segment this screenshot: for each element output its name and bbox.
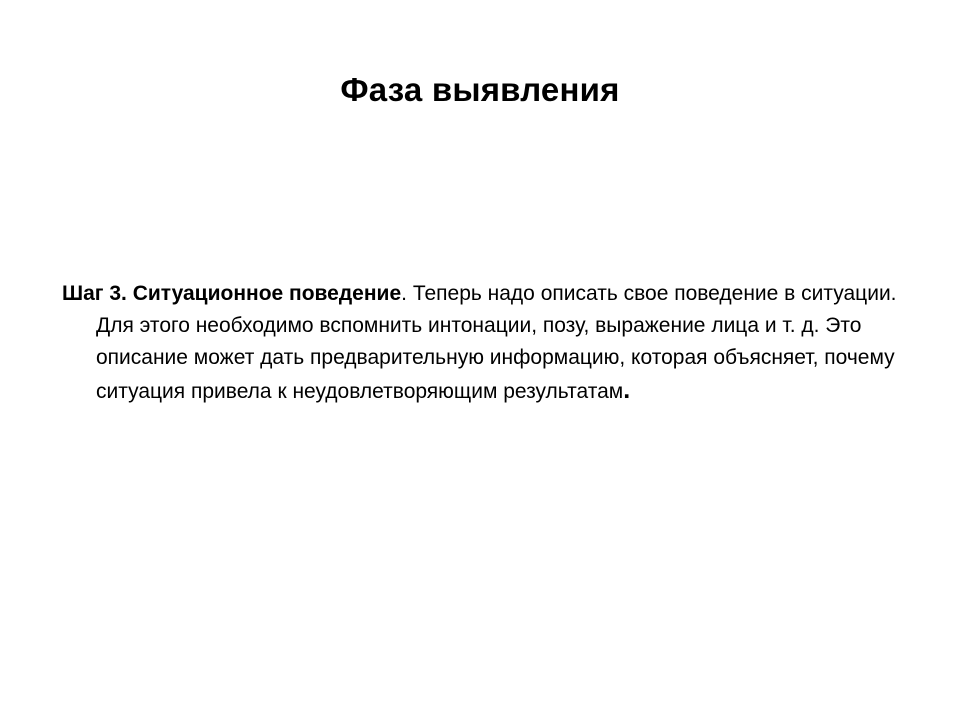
final-period: . [623,376,631,404]
heading-period: . [401,282,407,305]
step-heading: Шаг 3. Ситуационное поведение [62,282,402,305]
slide-title: Фаза выявления [340,71,620,108]
slide-body [62,278,912,408]
body-paragraph [62,278,912,408]
body-text: Теперь надо описать свое поведение в ситуации. Для этого необходимо вспомнить интонации, позу, выражение лица и т. д. Это описание может дать предварительную информацию, которая объясняет, почему ситуация привела к неудовлетворяющим результатам [96,282,897,403]
